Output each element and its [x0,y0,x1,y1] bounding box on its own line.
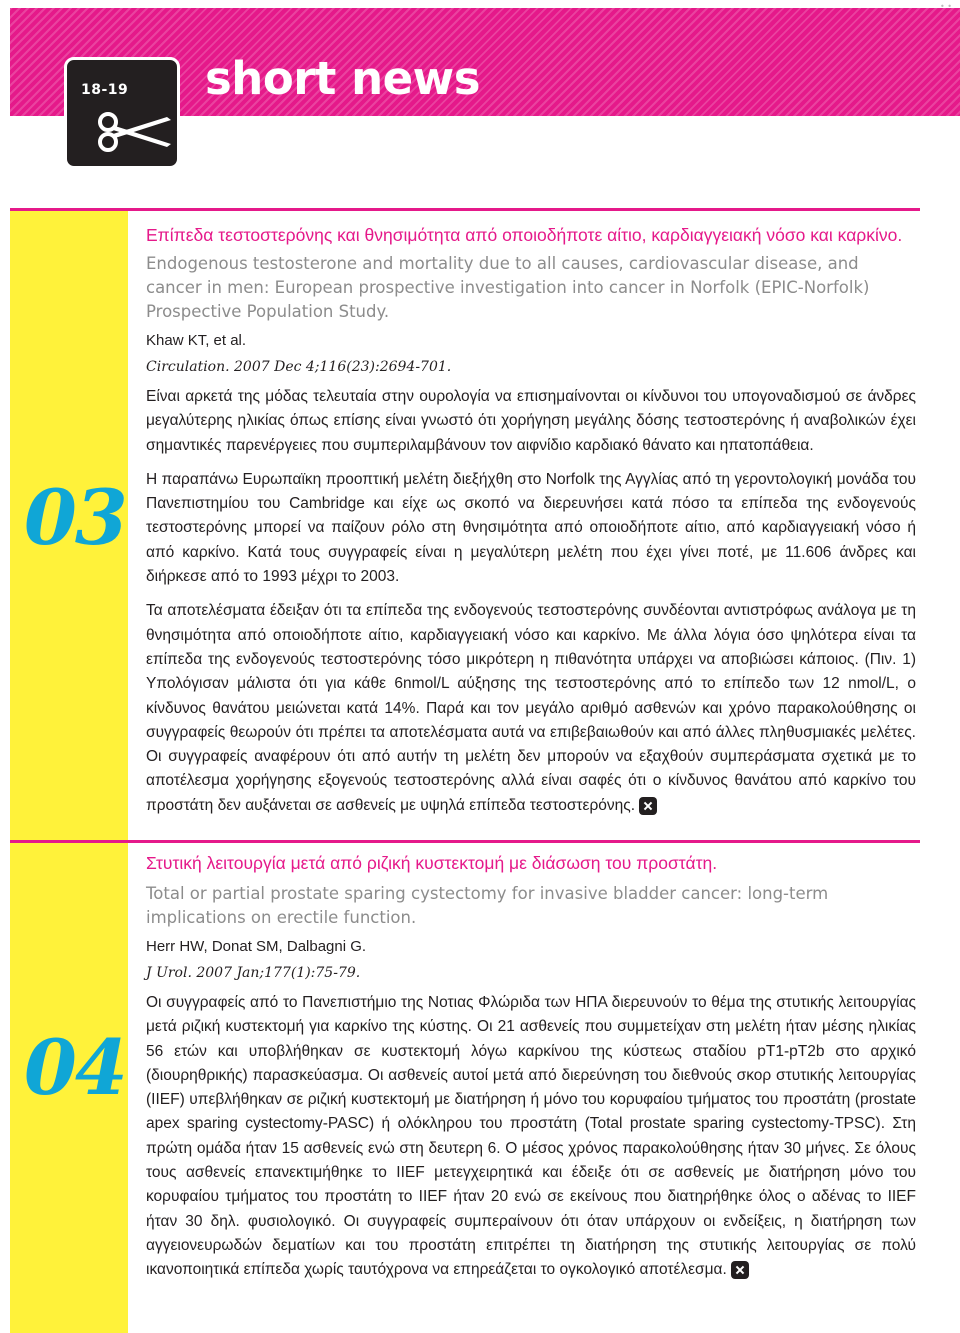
article-03-number: 03 [24,473,126,562]
article-03-greek-title: Επίπεδα τεστοστερόνης και θνησιμότητα από οποιοδήποτε αίτιο, καρδιαγγειακή νόσο και καρκίνο. [146,225,903,245]
article-03-paragraph-3-text: Τα αποτελέσματα έδειξαν ότι τα επίπεδα της ενδογενούς τεστοστερόνης συνδέονται αντιστρόφως ανάλογα με τη θνησιμότητα από οποιοδήποτε αίτιο, καρδιαγγειακή νόσο και καρκίνο. Με άλλα λόγια όσο ψηλότερα είναι τα επίπεδα της ενδογενούς τεστοστερόνης τόσο μικρότερη η πιθανότητα υπάρχει να αποβιώσει κάποιος. (Πιν. 1) Υπολόγισαν μάλιστα ότι για κάθε 6nmol/L αύξησης της τεστοστερόνης από το επίπεδο των 12 nmol/L, ο κίνδυνος θανάτου μειώνεται κατά 14%. Παρά και τον μεγάλο αριθμό ασθενών και χρόνο παρακολούθησης οι συγγραφείς θεωρούν ότι πρέπει τα αποτελέσματα αυτά να επιβεβαιωθούν και από άλλες πληθυσμιακές μελέτες. Οι συγγραφείς αναφέρουν ότι από αυτήν τη μελέτη δεν μπορούν να εξαχθούν συμπεράσματα σχετικά με το αποτέλεσμα χορήγησης εξογενούς τεστοστερόνης αλλά είναι σαφές ότι ο κίνδυνος θανάτου από καρκίνο του προστάτη δεν αυξάνεται σε ασθενείς με υψηλά επίπεδα τεστοστερόνης. [146,602,916,814]
end-of-article-icon [731,1261,749,1279]
article-03-authors: Khaw KT, et al. [146,332,247,349]
article-04-number: 04 [24,1023,126,1112]
article-04-greek-title: Στυτική λειτουργία μετά από ριζική κυστεκτομή με διάσωση του προστάτη. [146,853,718,873]
article-03-number-panel [10,211,128,840]
article-04-authors: Herr HW, Donat SM, Dalbagni G. [146,938,367,955]
article-03-paragraph-2: Η παραπάνω Ευρωπαϊκη προοπτική μελέτη διεξήχθη στο Norfolk της Αγγλίας από τη γεροντολογική μονάδα του Πανεπιστημίου του Cambridge και είχε ως σκοπό να διερευνήσει κατά πόσο τα επίπεδα της ενδογενούς τεστοστερόνης μπορεί να παίζουν ρόλο στη θνησιμότητα από οποιοδήποτε αίτιο, από καρδιαγγειακή νόσο ή από καρκίνο. Κατά τους συγγραφείς είναι η μεγαλύτερη μελέτη που έχει γίνει ποτέ, με 11.606 άνδρες και διήρκεσε από το 1993 μέχρι το 2003. [146,470,916,586]
page-title: short news [205,52,481,105]
end-of-article-icon [639,797,657,815]
section-icon-box [64,57,180,169]
divider-middle [10,840,920,843]
divider-top [10,208,920,211]
article-03 [146,224,916,818]
article-04-paragraph-1-text: Οι συγγραφείς από το Πανεπιστήμιο της Νοτιας Φλώριδα των ΗΠΑ διερευνούν το θέμα της στυτικής λειτουργίας μετά ριζική κυστεκτομή για καρκίνο της κύστης. Οι 21 ασθενείς που συμμετείχαν στη μελέτη ήταν μέσης ηλικίας 56 ετών και υποβλήθηκαν σε κυστεκτομή λόγω καρκίνου της κύστεως σταδίου pT1-pT2b στο αρχικό (διουρηθρικής) παρασκεύασμα. Οι ασθενείς αυτοί μετά από διερεύνηση του διεθνούς σκορ στυτικής λειτουργίας (IIEF) υπεβλήθηκαν σε ριζική κυστεκτομή με διατήρηση ή μόνο του κορυφαίου τμήματος του προστάτη (prostate apex sparing cystectomy-PASC) ή ολόκληρου του προστάτη (Total prostate sparing cystectomy-TPSC). Στη πρώτη ομάδα ήταν 15 ασθενείς ενώ στη δευτερη 6. Ο μέσος χρόνος παρακολούθησης ήταν 30 μήνες. Σε όλους τους ασθενείς επανεκτιμήθηκε το IIEF μετεγχειρητικά και έδειξε ότι σε ασθενείς με διατήρηση μόνο του κορυφαίου τμήματος του προστάτη το IIEF ήταν 20 ενώ σε εκείνους που διατηρήθηκε όλος ο αδένας το IIEF ήταν 30 δηλ. φυσιολογικό. Οι συγγραφείς συμπεραίνουν ότι όταν υπάρχουν οι ενδείξεις, η διατήρηση των αγγειονευρωδών δεματίων και του προστάτη επιτρέπει τη διατήρηση της στυτικής λειτουργίας σε πολύ ικανοποιητικά επίπεδα χωρίς ταυτόχρονα να επηρεάζεται το ογκολογικό αποτέλεσμα. [146,994,916,1279]
article-04 [146,852,916,1283]
article-03-citation: Circulation. 2007 Dec 4;116(23):2694-701. [146,359,452,375]
article-04-citation: J Urol. 2007 Jan;177(1):75-79. [146,965,361,981]
article-04-paragraph-1 [146,991,916,1283]
article-04-number-panel [10,843,128,1333]
corner-marks: • • [940,2,952,11]
article-04-english-title: Total or partial prostate sparing cystectomy for invasive bladder cancer: long-term implications on erectile function. [146,884,829,927]
article-03-paragraph-3 [146,599,916,818]
article-03-english-title: Endogenous testosterone and mortality due to all causes, cardiovascular disease, and cancer in men: European prospective investigation into cancer in Norfolk (EPIC-Norfolk) Prospective Population Study. [146,254,870,321]
article-03-paragraph-1: Είναι αρκετά της μόδας τελευταία στην ουρολογία να επισημαίνονται οι κίνδυνοι του υπογοναδισμού σε άνδρες μεγαλύτερης ηλικίας όπως επίσης είναι γνωστό ότι χορήγηση μεγάλης δόσης τεστοστερόνης ή αναβολικών έχει σημαντικές παρενέργειες που συμπεριλαμβάνουν τον αιφνίδιο καρδιακό θάνατο και ηπατοπάθεια. [146,388,916,454]
scissors-icon [97,112,173,152]
page-numbers: 18-19 [81,82,129,98]
